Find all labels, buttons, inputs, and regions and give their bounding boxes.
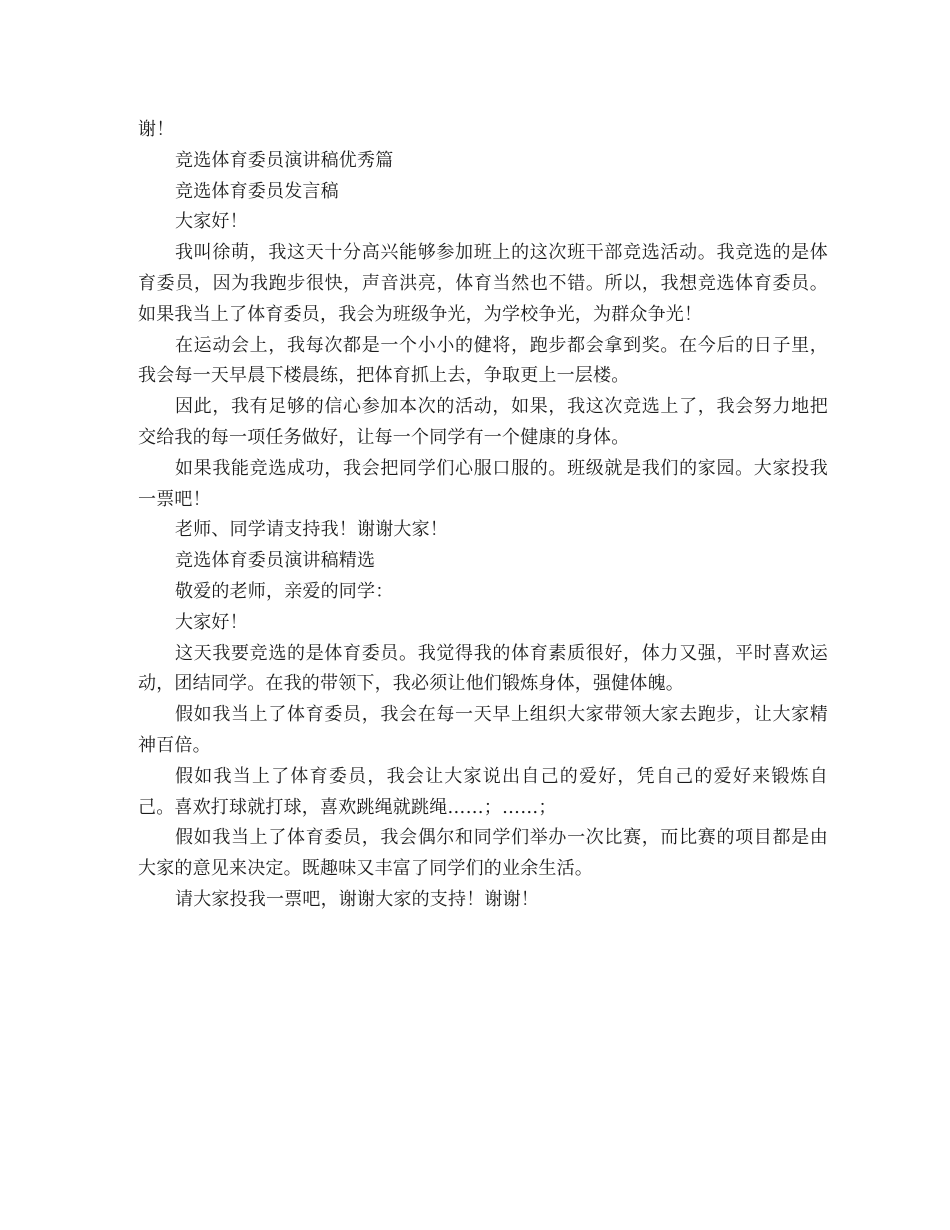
document-body xyxy=(138,115,828,916)
paragraph-sports-meet: 在运动会上，我每次都是一个小小的健将，跑步都会拿到奖。在今后的日子里，我会每一天早晨下楼晨练，把体育抓上去，争取更上一层楼。 xyxy=(138,334,828,387)
subtitle-speech: 竞选体育委员发言稿 xyxy=(175,180,339,202)
paragraph-competition: 假如我当上了体育委员，我会偶尔和同学们举办一次比赛，而比赛的项目都是由大家的意见来决定。既趣味又丰富了同学们的业余生活。 xyxy=(138,827,828,880)
paragraph-confidence: 因此，我有足够的信心参加本次的活动，如果，我这次竞选上了，我会努力地把交给我的每一项任务做好，让每一个同学有一个健康的身体。 xyxy=(138,396,828,448)
section-title-excellent: 竞选体育委员演讲稿优秀篇 xyxy=(175,149,394,171)
salutation: 敬爱的老师，亲爱的同学： xyxy=(175,580,394,602)
paragraph-hobbies: 假如我当上了体育委员，我会让大家说出自己的爱好，凭自己的爱好来锻炼自己。喜欢打球就打球，喜欢跳绳就跳绳……；……； xyxy=(138,765,828,818)
paragraph-final-thanks: 请大家投我一票吧，谢谢大家的支持！谢谢！ xyxy=(175,888,539,910)
section-title-selected: 竞选体育委员演讲稿精选 xyxy=(175,550,376,572)
greeting: 大家好！ xyxy=(175,211,248,233)
greeting-second: 大家好！ xyxy=(175,611,248,633)
paragraph-intro: 我叫徐萌，我这天十分高兴能够参加班上的这次班干部竞选活动。我竞选的是体育委员，因为我跑步很快，声音洪亮，体育当然也不错。所以，我想竞选体育委员。如果我当上了体育委员，我会为班级争光，为学校争光，为群众争光！ xyxy=(138,242,828,325)
paragraph-qualities: 这天我要竞选的是体育委员。我觉得我的体育素质很好，体力又强，平时喜欢运动，团结同学。在我的带领下，我必须让他们锻炼身体，强健体魄。 xyxy=(138,642,828,695)
paragraph-vote-request: 如果我能竞选成功，我会把同学们心服口服的。班级就是我们的家园。大家投我一票吧！ xyxy=(138,457,828,510)
paragraph-morning-run: 假如我当上了体育委员，我会在每一天早上组织大家带领大家去跑步，让大家精神百倍。 xyxy=(138,704,828,756)
paragraph-support-thanks: 老师、同学请支持我！谢谢大家！ xyxy=(175,519,448,541)
paragraph-closing-thanks: 谢！ xyxy=(138,119,175,140)
